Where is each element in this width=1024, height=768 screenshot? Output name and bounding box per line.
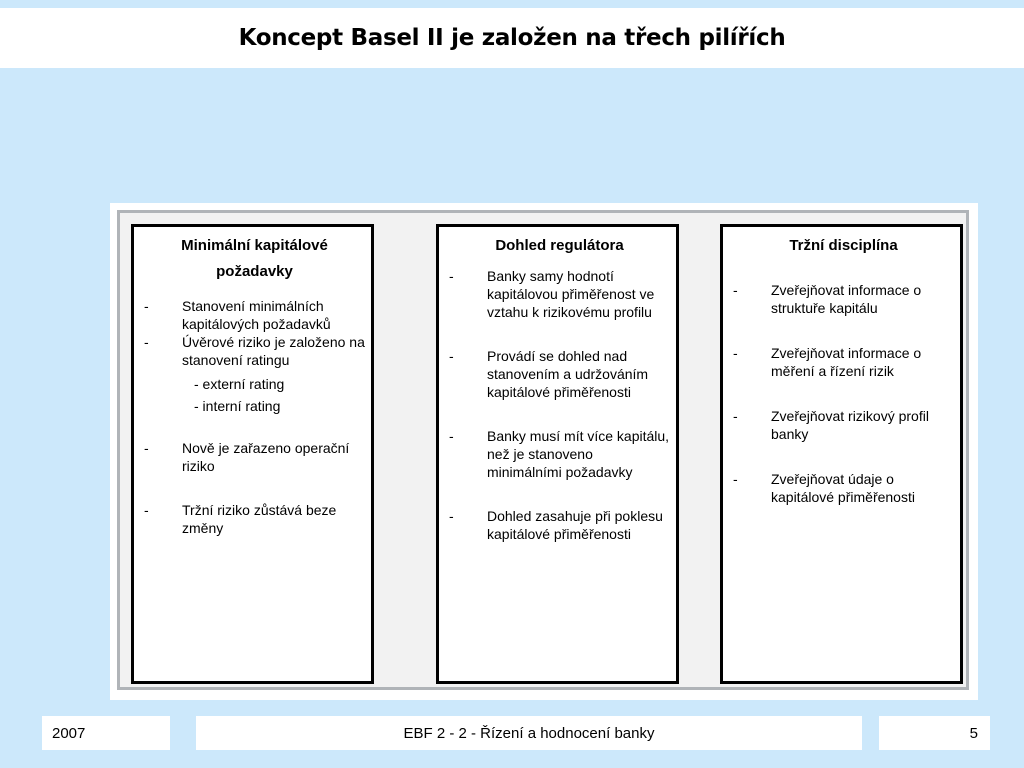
list-dash: - <box>144 440 149 456</box>
title-bar <box>0 8 1024 68</box>
list-text: Nově je zařazeno operační riziko <box>182 440 350 474</box>
footer-course-title: EBF 2 - 2 - Řízení a hodnocení banky <box>196 716 862 750</box>
list-dash: - <box>144 502 149 518</box>
list-dash: - <box>449 428 454 444</box>
list-item <box>449 507 670 543</box>
pillar-heading-line1: Minimální kapitálové <box>181 237 328 254</box>
list-text: Dohled zasahuje při poklesu kapitálové přiměřenosti <box>487 508 663 542</box>
list-item <box>449 347 670 401</box>
pillar-supervisory-review <box>436 224 679 684</box>
list-item <box>733 407 954 443</box>
list-item <box>144 333 365 369</box>
list-dash: - <box>733 345 738 361</box>
list-dash: - <box>733 471 738 487</box>
list-dash: - <box>733 282 738 298</box>
list-text: Zveřejňovat informace o struktuře kapitálu <box>771 282 922 316</box>
list-item <box>733 344 954 380</box>
pillar-heading: Dohled regulátora <box>495 237 624 254</box>
list-item <box>144 297 365 333</box>
list-dash: - <box>144 298 149 314</box>
pillar-list <box>733 281 954 506</box>
pillar-heading <box>144 233 365 285</box>
list-item <box>144 439 365 475</box>
list-text: Banky samy hodnotí kapitálovou přiměřenost ve vztahu k rizikovému profilu <box>487 268 655 320</box>
footer-year: 2007 <box>42 716 170 750</box>
list-text: Úvěrové riziko je založeno na stanovení ratingu <box>182 334 365 368</box>
list-dash: - <box>449 348 454 364</box>
list-item <box>144 501 365 537</box>
list-text: Tržní riziko zůstává beze změny <box>182 502 337 536</box>
rating-subitem: - interní rating <box>194 398 281 414</box>
pillar-minimum-capital <box>131 224 374 684</box>
list-dash: - <box>144 334 149 350</box>
list-text: Stanovení minimálních kapitálových požadavků <box>182 298 331 332</box>
list-dash: - <box>733 408 738 424</box>
pillar-heading: Tržní disciplína <box>789 237 898 254</box>
list-item <box>733 470 954 506</box>
pillar-heading-line2: požadavky <box>216 263 293 280</box>
list-dash: - <box>449 268 454 284</box>
footer-page-number: 5 <box>879 716 990 750</box>
list-dash: - <box>449 508 454 524</box>
list-item <box>449 267 670 321</box>
pillar-market-discipline <box>720 224 963 684</box>
list-text: Zveřejňovat rizikový profil banky <box>771 408 929 442</box>
list-text: Zveřejňovat údaje o kapitálové přiměřenosti <box>771 471 915 505</box>
list-text: Provádí se dohled nad stanovením a udržováním kapitálové přiměřenosti <box>487 348 649 400</box>
list-item <box>449 427 670 481</box>
pillar-list <box>144 297 365 369</box>
pillar-list <box>144 439 365 537</box>
list-text: Banky musí mít více kapitálu, než je stanoveno minimálními požadavky <box>487 428 670 480</box>
slide-title: Koncept Basel II je založen na třech pilířích <box>238 25 786 51</box>
rating-subitem: - externí rating <box>194 376 285 392</box>
pillar-list <box>449 267 670 543</box>
list-text: Zveřejňovat informace o měření a řízení rizik <box>771 345 922 379</box>
list-item <box>733 281 954 317</box>
